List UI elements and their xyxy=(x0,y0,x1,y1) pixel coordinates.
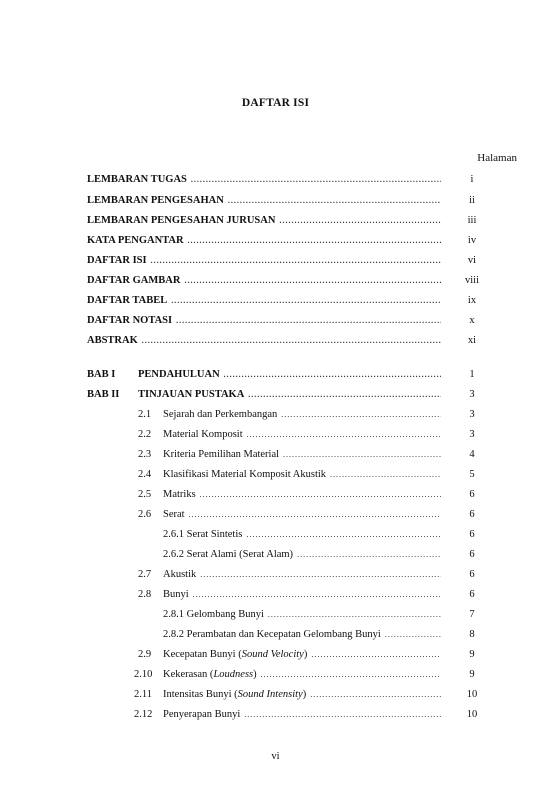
section-title: Sejarah dan Perkembangan xyxy=(163,409,278,420)
section-number: 2.7 xyxy=(138,569,152,580)
dot-leader xyxy=(247,427,441,443)
section-title: Matriks xyxy=(163,489,196,500)
dot-leader xyxy=(281,407,441,423)
toc-row xyxy=(163,587,445,603)
toc-entry-page: i xyxy=(470,174,474,185)
toc-row xyxy=(138,367,445,383)
toc-entry-page: iv xyxy=(467,235,477,246)
chapter-title: PENDAHULUAN xyxy=(138,369,220,380)
section-number: 2.1 xyxy=(138,409,152,420)
toc-row xyxy=(87,213,445,229)
toc-entry-page: ix xyxy=(467,295,477,306)
toc-entry-page: xi xyxy=(467,335,477,346)
section-title: Material Komposit xyxy=(163,429,243,440)
toc-entry-label: KATA PENGANTAR xyxy=(87,235,184,246)
toc-entry-label: ABSTRAK xyxy=(87,335,138,346)
dot-leader xyxy=(279,213,441,229)
toc-row xyxy=(163,507,445,523)
section-title: Kriteria Pemilihan Material xyxy=(163,449,280,460)
section-number: 2.8 xyxy=(138,589,152,600)
toc-row xyxy=(163,627,445,643)
toc-row xyxy=(87,193,445,209)
dot-leader xyxy=(176,313,441,329)
toc-entry-page: x xyxy=(469,315,475,326)
toc-entry-page: 3 xyxy=(469,389,475,400)
page-number: vi xyxy=(271,751,280,762)
section-title: Kecepatan Bunyi (Sound Velocity) xyxy=(163,649,308,660)
toc-entry-page: 9 xyxy=(469,669,475,680)
subsection-title: 2.6.1 Serat Sintetis xyxy=(163,529,243,540)
toc-row xyxy=(87,233,445,249)
page-column-header: Halaman xyxy=(477,152,517,164)
section-number: 2.2 xyxy=(138,429,152,440)
toc-row xyxy=(163,427,445,443)
dot-leader xyxy=(171,293,441,309)
toc-entry-label: DAFTAR TABEL xyxy=(87,295,168,306)
toc-entry-page: 6 xyxy=(469,569,475,580)
toc-entry-label: LEMBARAN PENGESAHAN JURUSAN xyxy=(87,215,276,226)
section-number: 2.11 xyxy=(134,689,152,700)
section-title: Bunyi xyxy=(163,589,189,600)
toc-row xyxy=(163,487,445,503)
toc-entry-page: 4 xyxy=(469,449,475,460)
dot-leader xyxy=(191,172,441,188)
toc-entry-page: viii xyxy=(464,275,479,286)
dot-leader xyxy=(385,627,441,643)
dot-leader xyxy=(244,707,441,723)
dot-leader xyxy=(188,233,441,249)
dot-leader xyxy=(184,273,441,289)
toc-entry-page: 6 xyxy=(469,549,475,560)
toc-entry-page: 1 xyxy=(469,369,475,380)
toc-row xyxy=(87,313,445,329)
section-title: Kekerasan (Loudness) xyxy=(163,669,257,680)
toc-row xyxy=(87,273,445,289)
dot-leader xyxy=(261,667,441,683)
toc-entry-page: 6 xyxy=(469,509,475,520)
toc-entry-page: vi xyxy=(467,255,477,266)
toc-entry-label: DAFTAR ISI xyxy=(87,255,147,266)
toc-entry-label: DAFTAR NOTASI xyxy=(87,315,173,326)
dot-leader xyxy=(310,687,441,703)
toc-row xyxy=(87,253,445,269)
section-title: Intensitas Bunyi (Sound Intensity) xyxy=(163,689,307,700)
dot-leader xyxy=(311,647,441,663)
section-number: 2.12 xyxy=(134,709,153,720)
section-number: 2.10 xyxy=(134,669,153,680)
subsection-title: 2.8.2 Perambatan dan Kecepatan Gelombang Bunyi xyxy=(163,629,381,640)
toc-entry-page: 7 xyxy=(469,609,475,620)
toc-row xyxy=(163,527,445,543)
toc-entry-label: LEMBARAN TUGAS xyxy=(87,174,187,185)
subsection-title: 2.8.1 Gelombang Bunyi xyxy=(163,609,264,620)
page-title: DAFTAR ISI xyxy=(241,97,310,109)
section-number: 2.3 xyxy=(138,449,152,460)
toc-row xyxy=(163,667,445,683)
dot-leader xyxy=(246,527,441,543)
chapter-number: BAB II xyxy=(87,389,120,400)
toc-entry-page: 5 xyxy=(469,469,475,480)
dot-leader xyxy=(248,387,441,403)
toc-entry-page: 6 xyxy=(469,489,475,500)
toc-entry-page: 6 xyxy=(469,589,475,600)
dot-leader xyxy=(228,193,441,209)
toc-row xyxy=(163,687,445,703)
dot-leader xyxy=(297,547,441,563)
subsection-title: 2.6.2 Serat Alami (Serat Alam) xyxy=(163,549,294,560)
toc-row xyxy=(87,293,445,309)
toc-row xyxy=(163,707,445,723)
toc-row xyxy=(163,467,445,483)
section-number: 2.5 xyxy=(138,489,152,500)
toc-entry-page: ii xyxy=(469,195,475,206)
toc-entry-label: LEMBARAN PENGESAHAN xyxy=(87,195,224,206)
toc-entry-page: iii xyxy=(467,215,477,226)
dot-leader xyxy=(189,507,441,523)
toc-row xyxy=(87,333,445,349)
dot-leader xyxy=(268,607,441,623)
toc-row xyxy=(163,447,445,463)
chapter-number: BAB I xyxy=(87,369,116,380)
dot-leader xyxy=(200,567,441,583)
section-title: Klasifikasi Material Komposit Akustik xyxy=(163,469,327,480)
toc-row xyxy=(163,567,445,583)
section-number: 2.4 xyxy=(138,469,152,480)
toc-row xyxy=(163,647,445,663)
toc-entry-page: 10 xyxy=(466,709,478,720)
toc-row xyxy=(87,172,445,188)
dot-leader xyxy=(142,333,441,349)
section-title: Penyerapan Bunyi xyxy=(163,709,241,720)
dot-leader xyxy=(193,587,441,603)
section-title: Serat xyxy=(163,509,185,520)
toc-entry-label: DAFTAR GAMBAR xyxy=(87,275,181,286)
dot-leader xyxy=(283,447,441,463)
toc-entry-page: 9 xyxy=(469,649,475,660)
section-number: 2.9 xyxy=(138,649,152,660)
dot-leader xyxy=(224,367,441,383)
toc-entry-page: 6 xyxy=(469,529,475,540)
toc-entry-page: 8 xyxy=(469,629,475,640)
toc-row xyxy=(138,387,445,403)
dot-leader xyxy=(330,467,441,483)
toc-entry-page: 3 xyxy=(469,429,475,440)
section-title: Akustik xyxy=(163,569,197,580)
dot-leader xyxy=(200,487,441,503)
chapter-title: TINJAUAN PUSTAKA xyxy=(138,389,245,400)
toc-row xyxy=(163,547,445,563)
toc-row xyxy=(163,607,445,623)
toc-entry-page: 10 xyxy=(466,689,478,700)
dot-leader xyxy=(151,253,441,269)
section-number: 2.6 xyxy=(138,509,152,520)
toc-entry-page: 3 xyxy=(469,409,475,420)
toc-row xyxy=(163,407,445,423)
